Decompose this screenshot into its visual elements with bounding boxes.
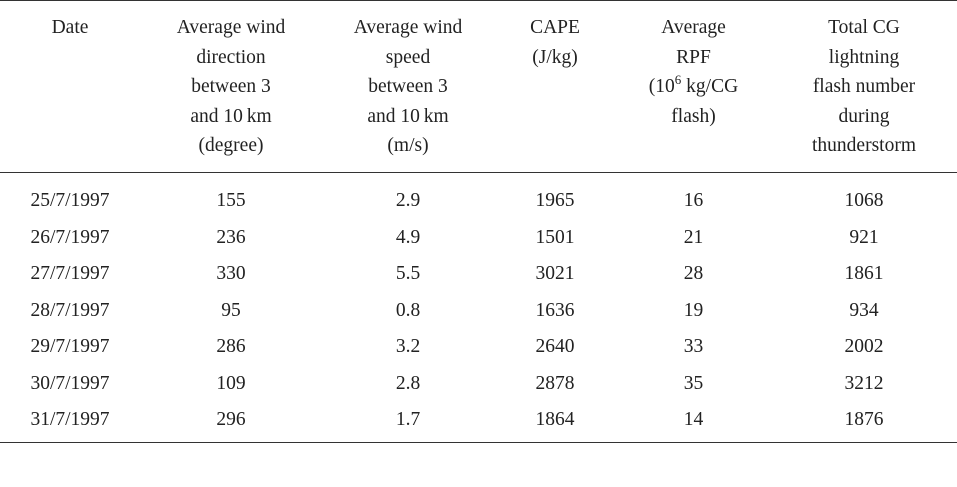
- cell-cape: 1965: [535, 190, 575, 211]
- cell-cape: 1501: [535, 226, 575, 248]
- header-line: RPF: [676, 46, 711, 68]
- header-line: Average wind: [176, 17, 286, 38]
- cell-rpf: 19: [683, 299, 704, 321]
- header-date: [0, 1, 140, 173]
- header-line: thunderstorm: [812, 135, 916, 156]
- header-wind-speed: [322, 1, 494, 173]
- header-cape: [494, 1, 616, 173]
- header-line: CAPE: [530, 17, 580, 38]
- cell-date: 30/7/1997: [30, 372, 110, 394]
- cell-cape: 2878: [535, 372, 575, 394]
- cell-date: 29/7/1997: [30, 336, 110, 357]
- header-line: flash): [671, 105, 716, 127]
- cell-rpf: 28: [683, 263, 704, 284]
- header-line: during: [838, 105, 890, 127]
- table-row: [0, 329, 957, 366]
- cell-wind-direction: 296: [216, 409, 246, 430]
- cell-wind-direction: 95: [221, 299, 241, 321]
- cell-date: 28/7/1997: [30, 299, 110, 321]
- cell-flash-number: 1861: [844, 263, 884, 284]
- cell-flash-number: 1068: [844, 190, 884, 211]
- header-line: lightning: [828, 46, 900, 68]
- cell-wind-speed: 5.5: [395, 263, 421, 284]
- cell-flash-number: 3212: [844, 372, 884, 394]
- header-line: Average: [661, 17, 726, 38]
- cell-cape: 3021: [535, 263, 575, 284]
- cell-flash-number: 2002: [844, 336, 884, 357]
- header-total-flash: [771, 1, 957, 173]
- header-text: (10: [648, 76, 675, 97]
- header-text: kg/CG: [681, 76, 739, 97]
- cell-wind-speed: 1.7: [395, 409, 421, 430]
- table-row: [0, 172, 957, 219]
- header-line: flash number: [812, 76, 916, 97]
- cell-wind-direction: 109: [216, 372, 246, 394]
- header-line: direction: [196, 46, 266, 68]
- cell-flash-number: 921: [849, 226, 879, 248]
- table-row: [0, 402, 957, 443]
- cell-date: 27/7/1997: [30, 263, 110, 284]
- cell-flash-number: 934: [849, 299, 879, 321]
- cell-date: 31/7/1997: [30, 409, 110, 430]
- cell-wind-speed: 0.8: [395, 299, 421, 321]
- cell-cape: 1636: [535, 299, 575, 321]
- table-header: [0, 1, 957, 173]
- table-row: [0, 365, 957, 402]
- cell-wind-direction: 155: [216, 190, 246, 211]
- cell-cape: 1864: [535, 409, 575, 430]
- table-row: [0, 219, 957, 256]
- cell-wind-speed: 4.9: [395, 226, 421, 248]
- cell-rpf: 21: [683, 226, 704, 248]
- cell-cape: 2640: [535, 336, 575, 357]
- header-line: (m/s): [387, 135, 429, 156]
- cell-rpf: 35: [683, 372, 704, 394]
- cell-wind-direction: 236: [216, 226, 246, 248]
- header-line: Average wind: [353, 17, 463, 38]
- header-row: [0, 1, 957, 173]
- cell-date: 26/7/1997: [30, 226, 110, 248]
- header-line: Date: [51, 17, 89, 38]
- header-line: and 10 km: [190, 105, 272, 127]
- table-body: [0, 172, 957, 443]
- cell-wind-speed: 2.9: [395, 190, 421, 211]
- header-rpf: [616, 1, 771, 173]
- header-exponent: 6: [674, 71, 682, 87]
- cell-rpf: 16: [683, 190, 704, 211]
- cell-wind-speed: 3.2: [395, 336, 421, 357]
- cell-rpf: 33: [683, 336, 704, 357]
- header-line: (degree): [198, 135, 264, 156]
- table-row: [0, 256, 957, 293]
- cell-flash-number: 1876: [844, 409, 884, 430]
- header-line: [620, 72, 767, 102]
- header-line: and 10 km: [367, 105, 449, 127]
- header-line: between 3: [191, 76, 271, 97]
- header-line: between 3: [368, 76, 448, 97]
- header-line: (J/kg): [532, 46, 578, 68]
- cell-wind-direction: 286: [216, 336, 246, 357]
- header-line: speed: [385, 46, 431, 68]
- header-line: Total CG: [828, 17, 900, 38]
- cell-wind-direction: 330: [216, 263, 246, 284]
- header-wind-direction: [140, 1, 322, 173]
- cell-date: 25/7/1997: [30, 190, 110, 211]
- cell-wind-speed: 2.8: [395, 372, 421, 394]
- cell-rpf: 14: [683, 409, 704, 430]
- table-row: [0, 292, 957, 329]
